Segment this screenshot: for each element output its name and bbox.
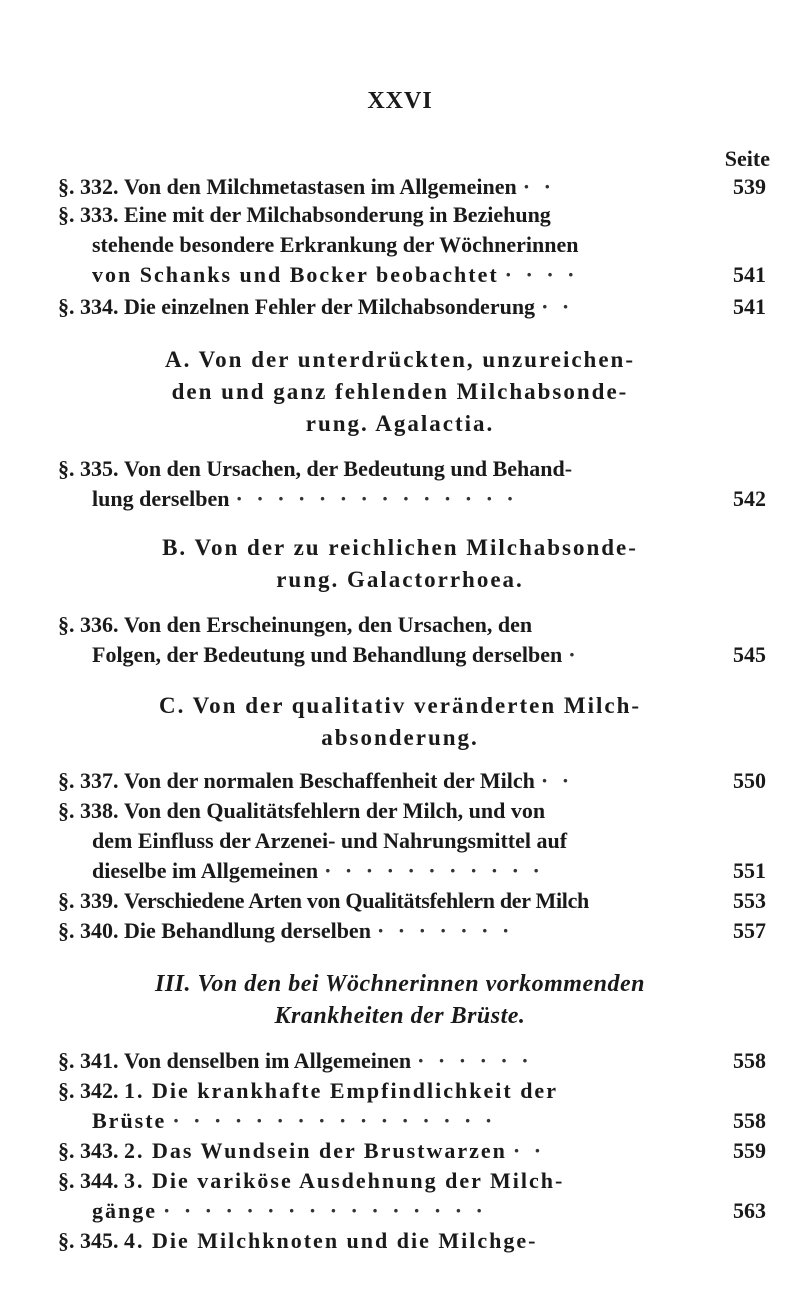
entry-title: Von denselben im Allgemeinen [124, 1048, 412, 1073]
leader-dots: · [568, 642, 580, 667]
entry-number: §. 338. [58, 798, 119, 823]
entry-title-line-1: Eine mit der Milchabsonderung in Beziehung [124, 202, 551, 227]
entry-page: 558 [733, 1108, 766, 1133]
toc-entry-345 [58, 1226, 766, 1256]
entry-number: §. 343. [58, 1138, 119, 1163]
entry-number: §. 345. [58, 1228, 119, 1253]
entry-number: §. 341. [58, 1048, 119, 1073]
leader-dots: · · [541, 294, 574, 319]
toc-entry-332 [58, 172, 766, 202]
leader-dots: · · · · · · · · · · · · · · · · [172, 1108, 497, 1133]
entry-title: 2. Das Wundsein der Brustwarzen [124, 1138, 507, 1163]
leader-dots: · · · · · · · · · · · · · · · · [163, 1198, 487, 1223]
entry-number: §. 332. [58, 174, 119, 199]
entry-title-line-3: von Schanks und Bocker beobachtet [92, 262, 499, 287]
leader-dots: · · [540, 768, 574, 793]
entry-page: 545 [733, 642, 766, 667]
entry-page: 558 [733, 1048, 766, 1073]
entry-page: 559 [733, 1138, 766, 1163]
section-line-2: den und ganz fehlenden Milchabsonde- [171, 379, 629, 404]
entry-title-line-1: Von den Erscheinungen, den Ursachen, den [124, 612, 533, 637]
entry-number: §. 337. [58, 768, 119, 793]
entry-page: 553 [733, 888, 766, 913]
entry-title-line-1: Von den Qualitätsfehlern der Milch, und von [124, 798, 546, 823]
entry-page: 539 [733, 174, 766, 199]
page-number: XXVI [367, 88, 433, 114]
entry-title-line-2: lung derselben [92, 486, 230, 511]
entry-number: §. 336. [58, 612, 119, 637]
entry-page: 542 [733, 486, 766, 511]
entry-title-line-1: 4. Die Milchknoten und die Milchge- [124, 1228, 538, 1253]
toc-entry-335 [58, 454, 766, 514]
toc-entry-343 [58, 1136, 766, 1166]
entry-number: §. 344. [58, 1168, 119, 1193]
toc-entry-342 [58, 1076, 766, 1136]
seite-label: Seite [724, 146, 770, 171]
toc-entry-340 [58, 916, 766, 946]
toc-entry-337 [58, 766, 766, 796]
section-heading-a [0, 344, 800, 440]
entry-title-line-2: dem Einfluss der Arzenei- und Nahrungsmittel auf [92, 828, 568, 853]
entry-title: Die einzelnen Fehler der Milchabsonderung [124, 294, 536, 319]
entry-title: Von der normalen Beschaffenheit der Milch [124, 768, 535, 793]
section-line-1: A. Von der unterdrückten, unzureichen- [164, 347, 636, 372]
section-line-1: III. Von den bei Wöchnerinnen vorkommenden [155, 971, 645, 997]
toc-entry-333 [58, 200, 766, 290]
entry-title-line-1: 1. Die krankhafte Empfindlichkeit der [124, 1078, 558, 1103]
leader-dots: · · [522, 174, 555, 199]
entry-number: §. 335. [58, 456, 119, 481]
entry-number: §. 340. [58, 918, 119, 943]
toc-entry-336 [58, 610, 766, 670]
toc-entry-338 [58, 796, 766, 886]
section-line-2: rung. Galactorrhoea. [276, 567, 524, 592]
section-line-2: Krankheiten der Brüste. [274, 1003, 526, 1029]
entry-page: 563 [733, 1198, 766, 1223]
toc-entry-341 [58, 1046, 766, 1076]
entry-title: Die Behandlung derselben [124, 918, 371, 943]
entry-number: §. 334. [58, 294, 119, 319]
entry-page: 541 [733, 262, 766, 287]
entry-title-line-2: Folgen, der Bedeutung und Behandlung derselben [92, 642, 563, 667]
entry-number: §. 342. [58, 1078, 119, 1103]
section-heading-b [0, 532, 800, 596]
entry-title-line-2: stehende besondere Erkrankung der Wöchnerinnen [92, 232, 579, 257]
entry-page: 557 [733, 918, 766, 943]
section-line-2: absonderung. [321, 725, 479, 750]
toc-entry-334 [58, 292, 766, 322]
section-line-1: B. Von der zu reichlichen Milchabsonde- [162, 535, 638, 560]
section-heading-c [0, 690, 800, 754]
toc-entry-344 [58, 1166, 766, 1226]
section-line-3: rung. Agalactia. [305, 411, 495, 436]
section-heading-iii [0, 968, 800, 1032]
entry-number: §. 333. [58, 202, 119, 227]
entry-title-line-2: Brüste [92, 1108, 167, 1133]
leader-dots: · · · · [504, 262, 579, 287]
section-line-1: C. Von der qualitativ veränderten Milch- [158, 693, 642, 718]
leader-dots: · · · · · · [417, 1048, 533, 1073]
entry-title: Von den Milchmetastasen im Allgemeinen [124, 174, 517, 199]
entry-title-line-2: gänge [92, 1198, 157, 1223]
leader-dots: · · · · · · · · · · · · · · [235, 486, 518, 511]
entry-number: §. 339. [58, 888, 119, 913]
leader-dots: · · [512, 1138, 546, 1163]
entry-page: 541 [733, 294, 766, 319]
leader-dots: · · · · · · · · · · · [324, 858, 544, 883]
entry-title-line-1: 3. Die variköse Ausdehnung der Milch- [124, 1168, 565, 1193]
entry-title: Verschiedene Arten von Qualitätsfehlern der Milch [124, 888, 589, 913]
entry-title-line-1: Von den Ursachen, der Bedeutung und Behand- [124, 456, 573, 481]
entry-page: 550 [733, 768, 766, 793]
toc-entry-339 [58, 886, 766, 916]
leader-dots: · · · · · · · [376, 918, 514, 943]
entry-page: 551 [733, 858, 766, 883]
entry-title-line-3: dieselbe im Allgemeinen [92, 858, 319, 883]
